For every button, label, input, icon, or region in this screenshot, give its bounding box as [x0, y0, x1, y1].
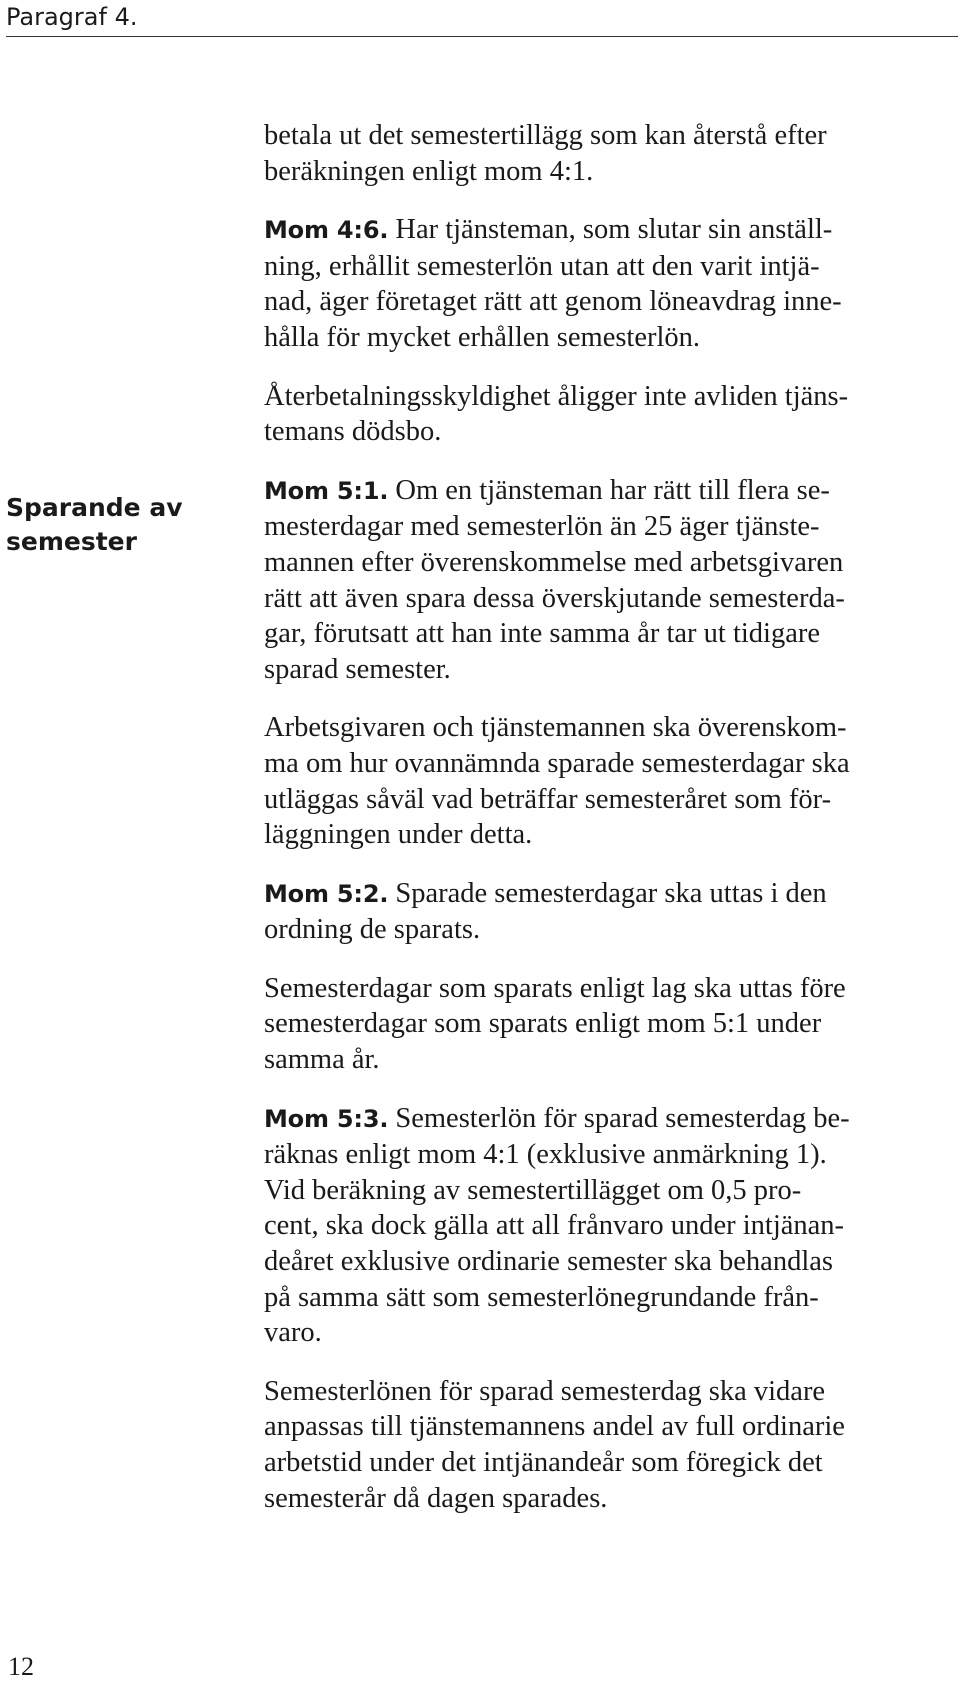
text-line: Semesterdagar som sparats enligt lag ska uttas före: [264, 972, 846, 1004]
text-line: Semesterlönen för sparad semesterdag ska vidare: [264, 1375, 826, 1407]
text-line: Sparade semesterdagar ska uttas i den: [388, 877, 827, 909]
paragraph: [264, 118, 946, 189]
section-heading-line-2: semester: [6, 527, 137, 556]
text-line: mannen efter överenskommelse med arbetsgivaren: [264, 546, 844, 578]
page-number: 12: [8, 1652, 34, 1681]
text-line: samma år.: [264, 1044, 380, 1076]
text-line: betala ut det semestertillägg som kan återstå efter: [264, 120, 827, 151]
text-line: cent, ska dock gälla att all frånvaro under intjänan-: [264, 1210, 845, 1242]
text-line: ordning de sparats.: [264, 914, 481, 946]
text-line: mesterdagar med semesterlön än 25 äger tjänste-: [264, 511, 820, 543]
paragraph: [264, 1374, 946, 1516]
text-line: ning, erhållit semesterlön utan att den varit intjä-: [264, 250, 820, 282]
text-line: sparad semester.: [264, 653, 451, 685]
text-line: Arbetsgivaren och tjänstemannen ska överenskom-: [264, 712, 847, 744]
mom-label: Mom 5:1.: [264, 476, 389, 505]
text-line: nad, äger företaget rätt att genom löneavdrag inne-: [264, 286, 842, 318]
text-line: arbetstid under det intjänandeår som föregick det: [264, 1447, 823, 1478]
paragraph-mom-5-2: [264, 876, 946, 948]
mom-label: Mom 5:2.: [264, 879, 389, 908]
text-line: gar, förutsatt att han inte samma år tar ut tidigare: [264, 618, 820, 650]
text-line: beräkningen enligt mom 4:1.: [264, 155, 594, 187]
text-line: utläggas såväl vad beträffar semesteråret som för-: [264, 783, 832, 815]
text-line: varo.: [264, 1317, 322, 1349]
text-line: på samma sätt som semesterlönegrundande från-: [264, 1281, 819, 1313]
text-line: deåret exklusive ordinarie semester ska behandlas: [264, 1246, 833, 1278]
text-line: Om en tjänsteman har rätt till flera se-: [388, 474, 830, 506]
text-line: Har tjänsteman, som slutar sin anställ-: [388, 214, 833, 246]
section-heading-line-1: Sparande av: [6, 493, 183, 522]
text-line: räknas enligt mom 4:1 (exklusive anmärkning 1).: [264, 1139, 827, 1171]
paragraph-mom-5-1: [264, 473, 946, 688]
paragraph-mom-5-3: [264, 1101, 946, 1351]
paragraph: [264, 971, 946, 1078]
text-line: ma om hur ovannämnda sparade semesterdagar ska: [264, 747, 850, 779]
mom-label: Mom 4:6.: [264, 216, 389, 245]
paragraph: [264, 379, 946, 450]
text-line: läggningen under detta.: [264, 819, 533, 851]
section-heading: [6, 491, 206, 559]
text-line: semesterår då dagen sparades.: [264, 1482, 608, 1514]
header-title: Paragraf 4.: [6, 3, 138, 31]
text-line: Återbetalningsskyldighet åligger inte avliden tjäns-: [264, 380, 849, 412]
text-line: Semesterlön för sparad semesterdag be-: [388, 1102, 850, 1134]
text-line: hålla för mycket erhållen semesterlön.: [264, 321, 701, 353]
text-line: rätt att även spara dessa överskjutande semesterda-: [264, 582, 845, 614]
page-header: [6, 0, 958, 37]
main-text: [264, 118, 946, 1539]
text-line: Vid beräkning av semestertillägget om 0,5 pro-: [264, 1174, 802, 1206]
text-line: anpassas till tjänstemannens andel av full ordinarie: [264, 1411, 845, 1443]
mom-label: Mom 5:3.: [264, 1104, 389, 1133]
paragraph-mom-4-6: [264, 212, 946, 355]
paragraph: [264, 710, 946, 852]
text-line: semesterdagar som sparats enligt mom 5:1 under: [264, 1008, 822, 1040]
text-line: temans dödsbo.: [264, 416, 442, 448]
